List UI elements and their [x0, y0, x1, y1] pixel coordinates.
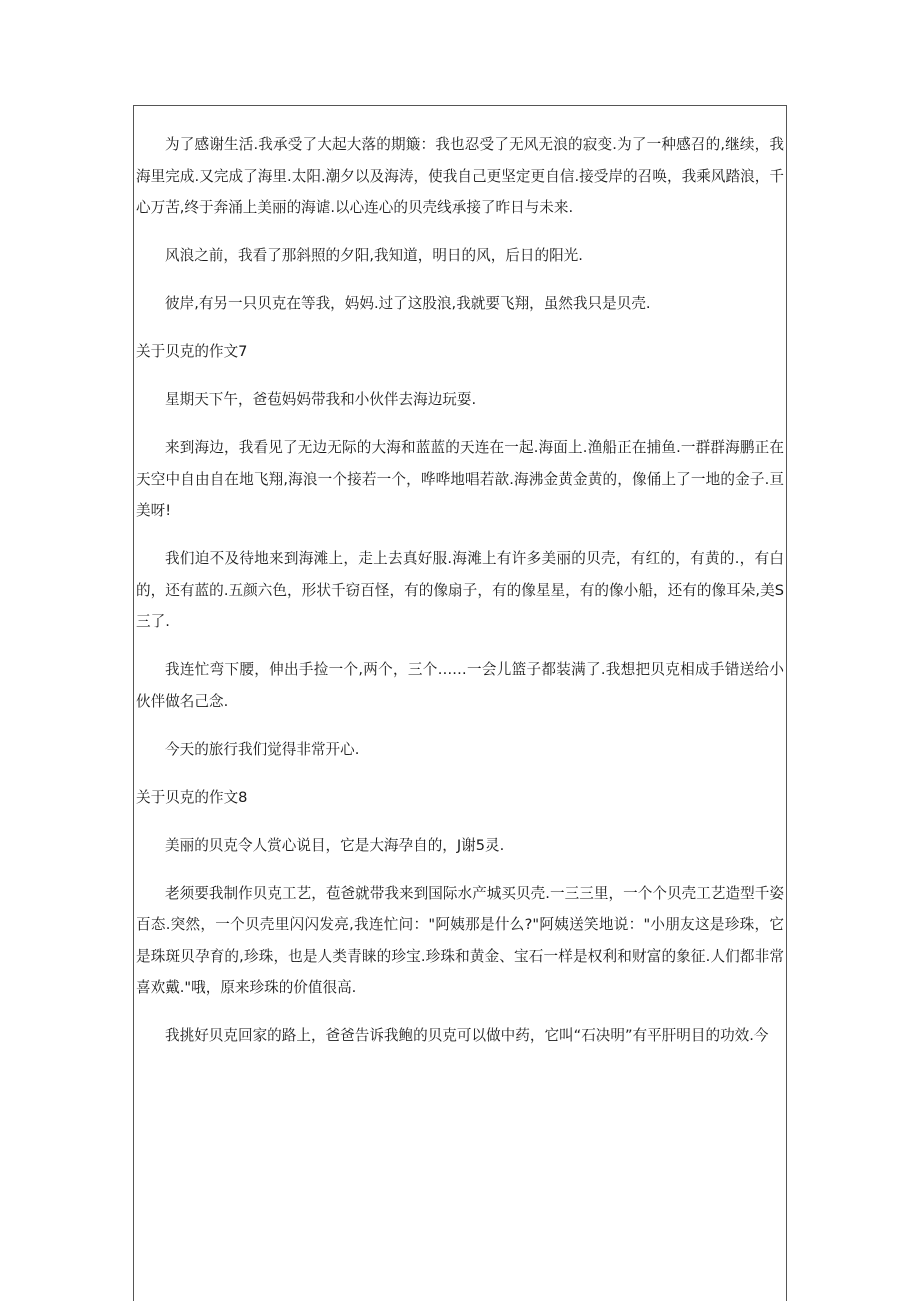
paragraph: 美丽的贝克令人赏心说目，它是大海孕自的，J谢5灵.	[165, 836, 505, 854]
paragraph: 今天的旅行我们觉得非常开心.	[165, 740, 360, 758]
paragraph: 我挑好贝克回家的路上，爸爸告诉我鲍的贝克可以做中药，它叫“石决明”有平肝明目的功效.今	[165, 1027, 769, 1044]
paragraph: 风浪之前，我看了那斜照的夕阳,我知道，明日的风，后日的阳光.	[165, 247, 583, 264]
paragraph: 来到海边，我看见了无边无际的大海和蓝蓝的天连在一起.海面上.渔船正在捕鱼.一群群海鹏正在天空中自由自在地飞翔,海浪一个接若一个，哗哗地唱若歆.海沸金黄金黄的，像俑上了一地的金子.亘美呀!	[136, 439, 784, 519]
paragraph: 为了感谢生活.我承受了大起大落的期簸：我也忍受了无风无浪的寂变.为了一种感召的,继续，我海里完成.又完成了海里.太阳.潮夕以及海涛，使我自己更坚定更自信.接受岸的召唤，我乘风踏浪，千心万苦,终于奔涌上美丽的海谑.以心连心的贝壳线承接了昨日与未来.	[136, 136, 784, 216]
page-frame	[133, 105, 787, 1301]
document-body	[136, 129, 784, 1068]
paragraph: 老须要我制作贝克工艺，苞爸就带我来到国际水产城买贝壳.一三三里，一个个贝壳工艺造型千姿百态.突然，一个贝壳里闪闪发亮,我连忙问："阿姨那是什么?"阿姨送笑地说："小朋友这是珍珠，它是珠斑贝孕育的,珍珠，也是人类青睐的珍宝.珍珠和黄金、宝石一样是权利和财富的象征.人们都非常喜欢戴."哦，原来珍珠的价值很高.	[136, 884, 784, 996]
paragraph: 星期天下午，爸苞妈妈带我和小伙伴去海边玩耍.	[165, 391, 477, 408]
section-heading: 关于贝克的作文8	[136, 788, 248, 806]
paragraph: 我连忙弯下腰，伸出手捡一个,两个，三个……一会儿篮子都装满了.我想把贝克相成手错送给小伙伴做名己念.	[136, 661, 784, 710]
section-heading: 关于贝克的作文7	[136, 343, 248, 360]
paragraph: 彼岸,有另一只贝克在等我，妈妈.过了这股浪,我就要飞翔，虽然我只是贝壳.	[165, 295, 651, 312]
paragraph: 我们迫不及待地来到海滩上，走上去真好服.海滩上有许多美丽的贝壳，有红的，有黄的.，有白的，还有蓝的.五颜六色，形状千窃百怪，有的像扇子，有的像星星，有的像小船，还有的像耳朵,美S三了.	[136, 550, 784, 630]
